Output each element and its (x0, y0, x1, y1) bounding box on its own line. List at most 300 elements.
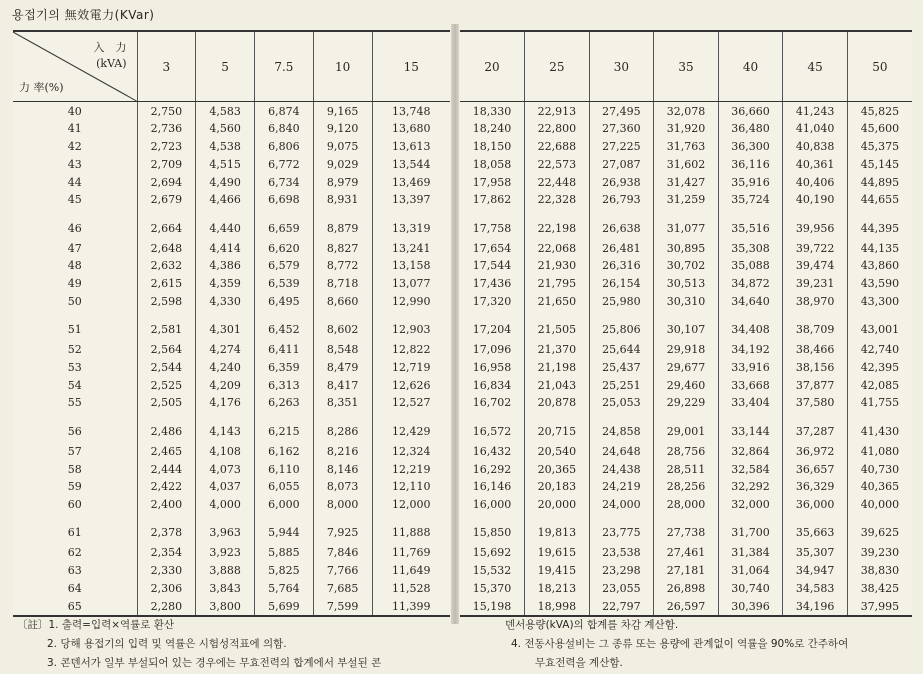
value-cell: 36,000 (783, 496, 848, 514)
value-cell: 2,598 (137, 293, 196, 311)
value-cell: 13,613 (392, 140, 431, 154)
value-cell: 22,797 (589, 597, 654, 615)
value-cell: 38,466 (783, 341, 848, 359)
value-cell: 34,872 (718, 275, 783, 293)
value-cell: 4,209 (196, 376, 255, 394)
value-cell: 40,365 (860, 480, 900, 494)
table-row (460, 412, 912, 443)
value-cell: 21,795 (525, 275, 590, 293)
value-cell: 13,680 (392, 122, 431, 136)
table-row (460, 359, 912, 377)
value-cell: 15,532 (460, 562, 525, 580)
footnote-line: 〔註〕1. 출력=입력×역률로 환산 (17, 619, 175, 631)
value-cell: 34,408 (718, 310, 783, 341)
value-cell: 6,452 (255, 310, 314, 341)
value-cell: 36,480 (718, 120, 783, 138)
value-cell: 31,920 (654, 120, 719, 138)
value-cell: 33,144 (718, 412, 783, 443)
value-cell: 7,685 (313, 579, 372, 597)
column-header: 20 (460, 32, 525, 102)
power-factor-cell: 43 (13, 156, 137, 174)
value-cell: 6,698 (255, 191, 314, 209)
value-cell: 6,495 (255, 293, 314, 311)
table-row (13, 544, 450, 562)
table-row (13, 120, 450, 138)
value-cell: 22,068 (525, 239, 590, 257)
table-row (460, 120, 912, 138)
value-cell: 5,885 (255, 544, 314, 562)
value-cell: 20,878 (525, 394, 590, 412)
power-factor-cell: 41 (13, 120, 137, 138)
table-row (460, 191, 912, 209)
value-cell: 16,958 (460, 359, 525, 377)
value-cell: 29,001 (654, 412, 719, 443)
value-cell: 23,538 (589, 544, 654, 562)
value-cell: 22,448 (525, 173, 590, 191)
value-cell: 11,769 (392, 546, 431, 560)
value-cell: 16,572 (460, 412, 525, 443)
value-cell: 8,931 (313, 191, 372, 209)
value-cell: 4,000 (196, 496, 255, 514)
value-cell: 6,539 (255, 275, 314, 293)
value-cell: 12,219 (392, 462, 431, 476)
value-cell: 6,000 (255, 496, 314, 514)
value-cell: 18,150 (460, 138, 525, 156)
value-cell: 8,660 (313, 293, 372, 311)
value-cell: 2,505 (137, 394, 196, 412)
value-cell: 16,000 (460, 496, 525, 514)
value-cell: 2,354 (137, 544, 196, 562)
value-cell: 36,657 (783, 460, 848, 478)
value-cell: 23,055 (589, 579, 654, 597)
value-cell: 30,740 (718, 579, 783, 597)
value-cell: 8,216 (313, 442, 372, 460)
value-cell: 36,329 (783, 478, 848, 496)
value-cell: 4,176 (196, 394, 255, 412)
value-cell: 26,793 (589, 191, 654, 209)
value-cell: 39,231 (783, 275, 848, 293)
power-factor-cell: 54 (13, 376, 137, 394)
value-cell: 16,292 (460, 460, 525, 478)
value-cell: 17,436 (460, 275, 525, 293)
value-cell: 45,145 (860, 157, 900, 171)
value-cell: 39,722 (783, 239, 848, 257)
value-cell: 6,313 (255, 376, 314, 394)
value-cell: 32,292 (718, 478, 783, 496)
table-row (460, 138, 912, 156)
value-cell: 6,215 (255, 412, 314, 443)
book-gutter (451, 24, 459, 624)
value-cell: 39,956 (783, 209, 848, 240)
value-cell: 33,404 (718, 394, 783, 412)
value-cell: 4,560 (196, 120, 255, 138)
value-cell: 24,648 (589, 442, 654, 460)
footnotes-left (17, 616, 447, 673)
value-cell: 4,440 (196, 209, 255, 240)
value-cell: 9,075 (313, 138, 372, 156)
value-cell: 2,280 (137, 597, 196, 615)
power-factor-cell: 51 (13, 310, 137, 341)
table-row (13, 257, 450, 275)
column-header: 25 (525, 32, 590, 102)
value-cell: 6,659 (255, 209, 314, 240)
value-cell: 24,000 (589, 496, 654, 514)
value-cell: 44,395 (860, 221, 900, 235)
value-cell: 12,527 (392, 396, 431, 410)
value-cell: 6,055 (255, 478, 314, 496)
value-cell: 38,709 (783, 310, 848, 341)
value-cell: 8,548 (313, 341, 372, 359)
table-row (460, 310, 912, 341)
value-cell: 2,723 (137, 138, 196, 156)
value-cell: 8,286 (313, 412, 372, 443)
table-row (460, 257, 912, 275)
column-header: 5 (196, 32, 255, 102)
table-row (460, 376, 912, 394)
value-cell: 7,846 (313, 544, 372, 562)
value-cell: 26,938 (589, 173, 654, 191)
value-cell: 35,916 (718, 173, 783, 191)
value-cell: 16,702 (460, 394, 525, 412)
value-cell: 2,694 (137, 173, 196, 191)
value-cell: 42,395 (860, 360, 900, 374)
value-cell: 23,775 (589, 513, 654, 544)
value-cell: 4,583 (196, 102, 255, 121)
value-cell: 17,096 (460, 341, 525, 359)
value-cell: 35,724 (718, 191, 783, 209)
value-cell: 39,230 (860, 546, 900, 560)
value-cell: 3,888 (196, 562, 255, 580)
value-cell: 26,898 (654, 579, 719, 597)
value-cell: 12,626 (392, 378, 431, 392)
value-cell: 23,298 (589, 562, 654, 580)
value-cell: 18,240 (460, 120, 525, 138)
value-cell: 22,913 (525, 102, 590, 121)
value-cell: 32,078 (654, 102, 719, 121)
value-cell: 43,300 (860, 294, 900, 308)
column-header: 30 (589, 32, 654, 102)
power-factor-cell: 53 (13, 359, 137, 377)
value-cell: 2,422 (137, 478, 196, 496)
value-cell: 26,597 (654, 597, 719, 615)
value-cell: 2,736 (137, 120, 196, 138)
kva-unit-label: (kVA) (96, 57, 127, 70)
value-cell: 16,834 (460, 376, 525, 394)
value-cell: 21,198 (525, 359, 590, 377)
value-cell: 37,877 (783, 376, 848, 394)
value-cell: 2,632 (137, 257, 196, 275)
value-cell: 34,583 (783, 579, 848, 597)
table-row (460, 478, 912, 496)
value-cell: 5,944 (255, 513, 314, 544)
value-cell: 2,750 (137, 102, 196, 121)
value-cell: 4,240 (196, 359, 255, 377)
value-cell: 2,444 (137, 460, 196, 478)
table-row (460, 460, 912, 478)
value-cell: 27,495 (589, 102, 654, 121)
column-header: 7.5 (255, 32, 314, 102)
value-cell: 28,511 (654, 460, 719, 478)
value-cell: 4,515 (196, 156, 255, 174)
column-header: 45 (783, 32, 848, 102)
table-row (13, 102, 450, 121)
value-cell: 29,229 (654, 394, 719, 412)
value-cell: 4,490 (196, 173, 255, 191)
value-cell: 4,073 (196, 460, 255, 478)
column-header: 40 (718, 32, 783, 102)
value-cell: 21,043 (525, 376, 590, 394)
value-cell: 35,308 (718, 239, 783, 257)
value-cell: 6,263 (255, 394, 314, 412)
value-cell: 2,544 (137, 359, 196, 377)
value-cell: 17,654 (460, 239, 525, 257)
value-cell: 36,300 (718, 138, 783, 156)
footnote-line: 3. 콘덴서가 일부 부설되어 있는 경우에는 무효전력의 합계에서 부설된 콘 (47, 657, 382, 669)
value-cell: 11,528 (392, 581, 431, 595)
value-cell: 11,888 (392, 526, 431, 540)
value-cell: 18,213 (525, 579, 590, 597)
power-factor-cell: 56 (13, 412, 137, 443)
value-cell: 6,162 (255, 442, 314, 460)
value-cell: 9,029 (313, 156, 372, 174)
table-row (460, 544, 912, 562)
table-row (460, 293, 912, 311)
value-cell: 40,000 (860, 498, 900, 512)
value-cell: 37,580 (783, 394, 848, 412)
value-cell: 12,429 (392, 424, 431, 438)
value-cell: 4,108 (196, 442, 255, 460)
table-row (460, 579, 912, 597)
value-cell: 13,158 (392, 259, 431, 273)
table-row (13, 579, 450, 597)
table-row (460, 394, 912, 412)
table-row (460, 102, 912, 121)
value-cell: 8,879 (313, 209, 372, 240)
value-cell: 19,615 (525, 544, 590, 562)
value-cell: 42,740 (860, 343, 900, 357)
table-row (460, 496, 912, 514)
value-cell: 8,351 (313, 394, 372, 412)
value-cell: 34,192 (718, 341, 783, 359)
value-cell: 21,650 (525, 293, 590, 311)
power-factor-cell: 52 (13, 341, 137, 359)
value-cell: 8,602 (313, 310, 372, 341)
value-cell: 2,679 (137, 191, 196, 209)
power-factor-label: 力 率(%) (19, 81, 64, 94)
value-cell: 12,903 (392, 323, 431, 337)
value-cell: 38,970 (783, 293, 848, 311)
table-row (13, 513, 450, 544)
value-cell: 30,513 (654, 275, 719, 293)
value-cell: 2,306 (137, 579, 196, 597)
value-cell: 22,573 (525, 156, 590, 174)
value-cell: 28,000 (654, 496, 719, 514)
value-cell: 15,370 (460, 579, 525, 597)
value-cell: 8,718 (313, 275, 372, 293)
value-cell: 45,825 (860, 104, 900, 118)
table-row (460, 156, 912, 174)
value-cell: 40,730 (860, 462, 900, 476)
table-row (13, 293, 450, 311)
value-cell: 6,579 (255, 257, 314, 275)
value-cell: 36,660 (718, 102, 783, 121)
value-cell: 35,516 (718, 209, 783, 240)
value-cell: 13,469 (392, 175, 431, 189)
table-row (13, 275, 450, 293)
value-cell: 25,437 (589, 359, 654, 377)
value-cell: 9,165 (313, 102, 372, 121)
value-cell: 8,146 (313, 460, 372, 478)
value-cell: 16,146 (460, 478, 525, 496)
power-factor-cell: 45 (13, 191, 137, 209)
value-cell: 4,386 (196, 257, 255, 275)
value-cell: 36,972 (783, 442, 848, 460)
value-cell: 3,923 (196, 544, 255, 562)
value-cell: 2,378 (137, 513, 196, 544)
table-row (13, 376, 450, 394)
power-factor-cell: 65 (13, 597, 137, 615)
value-cell: 9,120 (313, 120, 372, 138)
value-cell: 17,958 (460, 173, 525, 191)
column-header: 35 (654, 32, 719, 102)
value-cell: 19,813 (525, 513, 590, 544)
value-cell: 21,505 (525, 310, 590, 341)
table-corner-header (13, 32, 137, 102)
column-header: 3 (137, 32, 196, 102)
value-cell: 44,135 (860, 241, 900, 255)
power-factor-cell: 47 (13, 239, 137, 257)
value-cell: 32,000 (718, 496, 783, 514)
table-row (460, 341, 912, 359)
value-cell: 12,719 (392, 360, 431, 374)
value-cell: 2,664 (137, 209, 196, 240)
value-cell: 25,251 (589, 376, 654, 394)
value-cell: 40,838 (783, 138, 848, 156)
value-cell: 43,001 (860, 323, 900, 337)
table-row (13, 191, 450, 209)
table-row (13, 156, 450, 174)
value-cell: 43,590 (860, 277, 900, 291)
value-cell: 45,600 (860, 122, 900, 136)
input-label: 入 力 (93, 41, 127, 54)
value-cell: 20,183 (525, 478, 590, 496)
value-cell: 27,461 (654, 544, 719, 562)
value-cell: 5,699 (255, 597, 314, 615)
power-factor-cell: 57 (13, 442, 137, 460)
value-cell: 7,766 (313, 562, 372, 580)
value-cell: 38,156 (783, 359, 848, 377)
power-factor-cell: 61 (13, 513, 137, 544)
table-row (13, 597, 450, 615)
value-cell: 40,361 (783, 156, 848, 174)
value-cell: 30,702 (654, 257, 719, 275)
value-cell: 4,414 (196, 239, 255, 257)
value-cell: 41,243 (783, 102, 848, 121)
table-row (13, 138, 450, 156)
power-factor-cell: 60 (13, 496, 137, 514)
value-cell: 19,415 (525, 562, 590, 580)
power-factor-cell: 40 (13, 102, 137, 121)
table-row (460, 442, 912, 460)
table-row (13, 310, 450, 341)
value-cell: 40,190 (783, 191, 848, 209)
value-cell: 35,088 (718, 257, 783, 275)
value-cell: 2,400 (137, 496, 196, 514)
table-row (13, 412, 450, 443)
value-cell: 22,800 (525, 120, 590, 138)
value-cell: 34,640 (718, 293, 783, 311)
column-header: 15 (372, 32, 450, 102)
value-cell: 13,241 (392, 241, 431, 255)
value-cell: 15,850 (460, 513, 525, 544)
value-cell: 39,474 (783, 257, 848, 275)
reactive-power-table-left (13, 32, 450, 615)
power-factor-cell: 64 (13, 579, 137, 597)
table-row (460, 209, 912, 240)
value-cell: 8,417 (313, 376, 372, 394)
value-cell: 41,080 (860, 444, 900, 458)
table-row (460, 513, 912, 544)
value-cell: 41,040 (783, 120, 848, 138)
value-cell: 16,432 (460, 442, 525, 460)
value-cell: 15,198 (460, 597, 525, 615)
value-cell: 27,181 (654, 562, 719, 580)
value-cell: 26,638 (589, 209, 654, 240)
value-cell: 24,219 (589, 478, 654, 496)
value-cell: 35,663 (783, 513, 848, 544)
value-cell: 30,107 (654, 310, 719, 341)
value-cell: 2,564 (137, 341, 196, 359)
value-cell: 20,715 (525, 412, 590, 443)
footnote-line: 4. 전동사용설비는 그 종류 또는 용량에 관계없이 역률을 90%로 간주하여 (511, 638, 849, 650)
value-cell: 4,301 (196, 310, 255, 341)
table-row (13, 562, 450, 580)
value-cell: 4,274 (196, 341, 255, 359)
value-cell: 25,980 (589, 293, 654, 311)
value-cell: 4,143 (196, 412, 255, 443)
value-cell: 8,979 (313, 173, 372, 191)
value-cell: 31,763 (654, 138, 719, 156)
value-cell: 32,584 (718, 460, 783, 478)
value-cell: 8,000 (313, 496, 372, 514)
value-cell: 21,930 (525, 257, 590, 275)
value-cell: 37,995 (860, 599, 900, 613)
column-header: 50 (847, 32, 912, 102)
value-cell: 31,427 (654, 173, 719, 191)
page-title: 용접기의 無效電力(KVar) (12, 8, 155, 22)
value-cell: 31,077 (654, 209, 719, 240)
value-cell: 36,116 (718, 156, 783, 174)
value-cell: 38,425 (860, 581, 900, 595)
value-cell: 33,916 (718, 359, 783, 377)
value-cell: 41,755 (860, 396, 900, 410)
value-cell: 6,110 (255, 460, 314, 478)
value-cell: 45,375 (860, 140, 900, 154)
power-factor-cell: 63 (13, 562, 137, 580)
right-table-panel (460, 30, 912, 617)
value-cell: 31,602 (654, 156, 719, 174)
value-cell: 31,064 (718, 562, 783, 580)
value-cell: 31,700 (718, 513, 783, 544)
value-cell: 37,287 (783, 412, 848, 443)
footnote-line: 덴서용량(kVA)의 합계를 차감 계산함. (505, 619, 679, 631)
value-cell: 33,668 (718, 376, 783, 394)
value-cell: 18,998 (525, 597, 590, 615)
input-kva-label (94, 40, 127, 72)
value-cell: 34,947 (783, 562, 848, 580)
value-cell: 24,438 (589, 460, 654, 478)
value-cell: 29,677 (654, 359, 719, 377)
